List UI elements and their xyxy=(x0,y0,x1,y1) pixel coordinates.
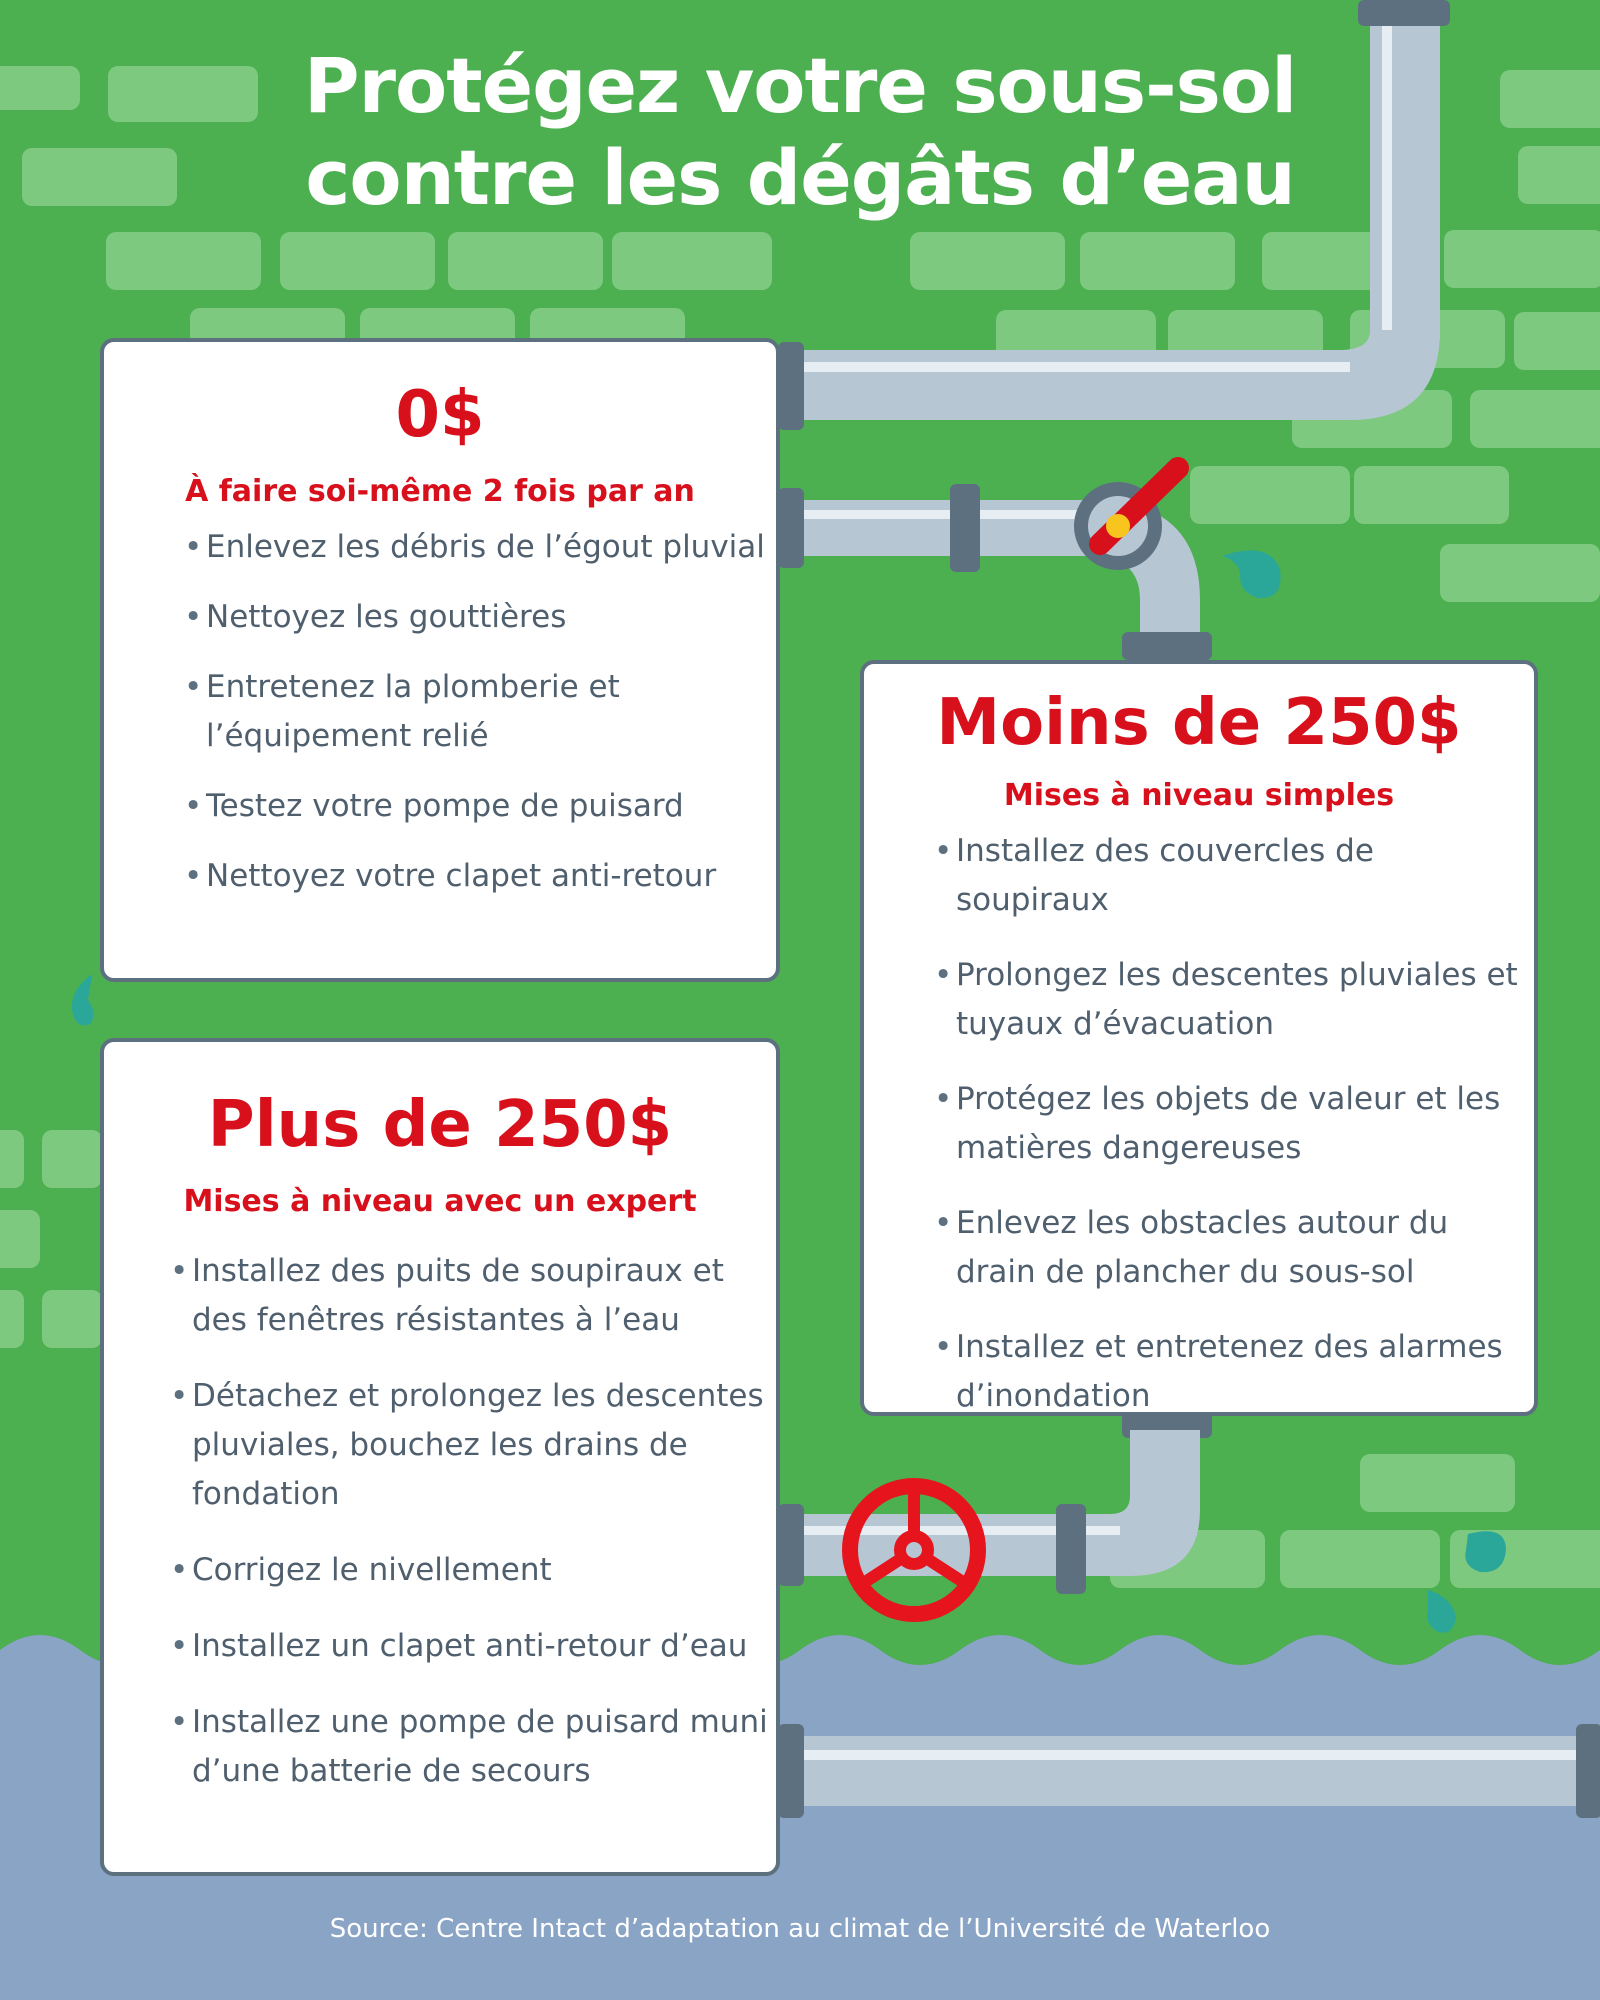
list-item: • Nettoyez votre clapet anti-retour xyxy=(184,852,776,901)
list-item: • Installez et entretenez des alarmes d’inondation xyxy=(934,1323,1536,1421)
card-under-250 xyxy=(860,660,1538,1416)
source-credit: Source: Centre Intact d’adaptation au climat de l’Université de Waterloo xyxy=(329,1914,1271,1944)
list-item: • Prolongez les descentes pluviales et tuyaux d’évacuation xyxy=(934,951,1536,1049)
page-title xyxy=(0,40,1600,224)
card-under-250-subtitle: Mises à niveau simples xyxy=(1003,778,1395,813)
card-free xyxy=(100,338,780,982)
list-item: • Protégez les objets de valeur et les matières dangereuses xyxy=(934,1075,1536,1173)
list-item: • Nettoyez les gouttières xyxy=(184,593,776,642)
list-item: • Installez des couvercles de soupiraux xyxy=(934,827,1536,925)
card-over-250 xyxy=(100,1038,780,1876)
list-item: • Corrigez le nivellement xyxy=(170,1546,772,1595)
card-free-subtitle: À faire soi-même 2 fois par an xyxy=(185,474,695,509)
list-item: • Testez votre pompe de puisard xyxy=(184,782,776,831)
card-over-250-list xyxy=(170,1247,776,1796)
card-free-price: 0$ xyxy=(395,378,485,452)
title-line-2: contre les dégâts d’eau xyxy=(305,133,1295,222)
list-item: • Détachez et prolongez les descentes pluviales, bouchez les drains de fondation xyxy=(170,1372,772,1519)
card-over-250-price: Plus de 250$ xyxy=(207,1088,673,1162)
list-item: • Installez un clapet anti-retour d’eau xyxy=(170,1622,772,1671)
card-over-250-subtitle: Mises à niveau avec un expert xyxy=(183,1184,697,1219)
list-item: • Installez une pompe de puisard muni d’une batterie de secours xyxy=(170,1698,772,1796)
title-line-1: Protégez votre sous-sol xyxy=(303,41,1297,130)
card-under-250-price: Moins de 250$ xyxy=(936,686,1462,760)
card-under-250-list xyxy=(934,827,1534,1421)
pipe-icon xyxy=(778,1724,1600,1818)
list-item: • Enlevez les obstacles autour du drain de plancher du sous-sol xyxy=(934,1199,1536,1297)
list-item: • Entretenez la plomberie et l’équipement relié xyxy=(184,663,776,761)
list-item: • Installez des puits de soupiraux et des fenêtres résistantes à l’eau xyxy=(170,1247,772,1345)
card-free-list xyxy=(184,523,776,901)
list-item: • Enlevez les débris de l’égout pluvial xyxy=(184,523,776,572)
